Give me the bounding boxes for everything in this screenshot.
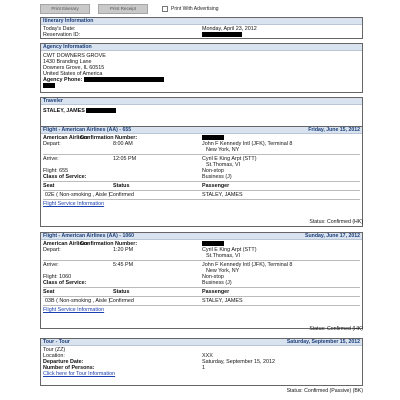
tour-persons-label: Number of Persons: [43,365,95,371]
flight-2-depart-loc1: Cyril E King Arpt (STT) [202,247,257,253]
flight-2-arrive-time: 5:45 PM [113,262,134,268]
flight-1-arrive-loc2: St.Thomas, VI [206,162,241,168]
flight-1-depart-label: Depart: [43,141,61,147]
tour-title: Tour - Tour [43,339,70,345]
flight-2-depart-loc2: St.Thomas, VI [206,253,241,259]
tour-type: Tour (ZZ) [43,347,66,353]
traveler-name: STALEY, JAMES [43,108,85,114]
flight-2-arrive-loc2: New York, NY [206,268,240,274]
itinerary-section [40,17,363,39]
flight-1-number: Flight: 655 [43,168,69,174]
flight-1-class-label: Class of Service: [43,174,87,180]
flight-1-seat: 02E ( Non-smoking , Aisle ) [45,192,111,198]
reservation-id-label: Reservation ID: [43,32,81,38]
tour-date: Saturday, September 15, 2012 [286,339,360,345]
flight-2-arrive-loc1: John F Kennedy Intl (JFK), Terminal 8 [202,262,293,268]
flight-2-seat-label: Seat [43,289,55,295]
flight-1-class: Business (J) [202,174,232,180]
flight-1-airline: American Airlines [43,135,89,141]
flight-1-title: Flight - American Airlines (AA) - 655 [43,127,132,133]
agency-line-3: Downers Grove, IL 60515 [43,65,105,71]
flight-2-class: Business (J) [202,280,232,286]
flight-1-arrive-loc1: Cyril E King Arpt (STT) [202,156,257,162]
print-with-ads-label: Print With Advertising [171,5,219,12]
flight-2-stops: Non-stop [202,274,224,280]
flight-1-stops: Non-stop [202,168,224,174]
flight-2-airline: American Airlines [43,241,89,247]
traveler-header-label: Traveler [43,98,63,104]
print-with-ads-option[interactable] [162,6,219,12]
flight-2-depart-label: Depart: [43,247,61,253]
itinerary-header [41,18,362,25]
flight-2-date: Sunday, June 17, 2012 [305,233,360,239]
print-receipt-button[interactable]: Print Receipt [98,4,148,14]
flight-2-section [40,232,363,329]
agency-phone-redacted [84,77,164,82]
agency-line-4: United States of America [43,71,103,77]
agency-line-1: CWT DOWNERS GROVE [43,53,106,59]
tour-section [40,338,363,386]
itinerary-header-label: Itinerary Information [43,18,94,24]
flight-1-depart-loc1: John F Kennedy Intl (JFK), Terminal 8 [202,141,293,147]
flight-2-seat: 03B ( Non-smoking , Aisle ) [45,298,111,304]
flight-2-number: Flight: 1060 [43,274,72,280]
flight-2-passenger-label: Passenger [202,289,230,295]
tour-location-label: Location: [43,353,65,359]
flight-1-arrive-time: 12:05 PM [113,156,137,162]
flight-1-depart-time: 8:00 AM [113,141,133,147]
tour-location: XXX [202,353,213,359]
flight-2-service-link[interactable]: Flight Service Information [43,307,105,313]
flight-1-passenger: STALEY, JAMES [202,192,243,198]
flight-1-section [40,126,363,227]
todays-date-label: Today's Date: [43,26,76,32]
flight-2-depart-time: 1:20 PM [113,247,134,253]
flight-2-title: Flight - American Airlines (AA) - 1060 [43,233,134,239]
traveler-name-redacted [86,108,116,113]
toolbar [40,3,219,14]
agency-phone-redacted-2 [43,83,55,88]
flight-1-status: Status: Confirmed (HK) [309,219,363,225]
print-itinerary-button[interactable]: Print Itinerary [40,4,90,14]
flight-2-arrive-label: Arrive: [43,262,59,268]
flight-1-passenger-label: Passenger [202,183,230,189]
flight-1-depart-loc2: New York, NY [206,147,240,153]
flight-1-seat-status: Confirmed [109,192,134,198]
flight-2-status: Status: Confirmed (HK) [309,326,363,332]
flight-2-header [41,233,362,240]
tour-departure: Saturday, September 15, 2012 [202,359,276,365]
print-with-ads-checkbox[interactable] [162,6,168,12]
flight-2-status-label: Status [113,289,130,295]
flight-2-seat-status: Confirmed [109,298,134,304]
flight-2-conf-label: Confirmation Number: [80,241,138,247]
tour-header [41,339,362,346]
tour-persons: 1 [202,365,205,371]
tour-info-link[interactable]: Click here for Tour Information [43,371,116,377]
flight-1-arrive-label: Arrive: [43,156,59,162]
flight-1-date: Friday, June 15, 2012 [308,127,360,133]
flight-1-seat-label: Seat [43,183,55,189]
flight-1-header [41,127,362,134]
flight-2-class-label: Class of Service: [43,280,87,286]
traveler-header [41,98,362,105]
agency-header [41,44,362,51]
tour-status: Status: Confirmed (Passive) (BK) [286,388,363,394]
agency-line-2: 1430 Branding Lane [43,59,92,65]
agency-header-label: Agency Information [43,44,92,50]
flight-1-status-label: Status [113,183,130,189]
agency-phone-label: Agency Phone: [43,77,83,83]
agency-section [40,43,363,93]
flight-2-passenger: STALEY, JAMES [202,298,243,304]
tour-departure-label: Departure Date: [43,359,84,365]
flight-1-service-link[interactable]: Flight Service Information [43,201,105,207]
todays-date-value: Monday, April 23, 2012 [202,26,257,32]
reservation-id-redacted [202,32,242,38]
flight-1-conf-label: Confirmation Number: [80,135,138,141]
